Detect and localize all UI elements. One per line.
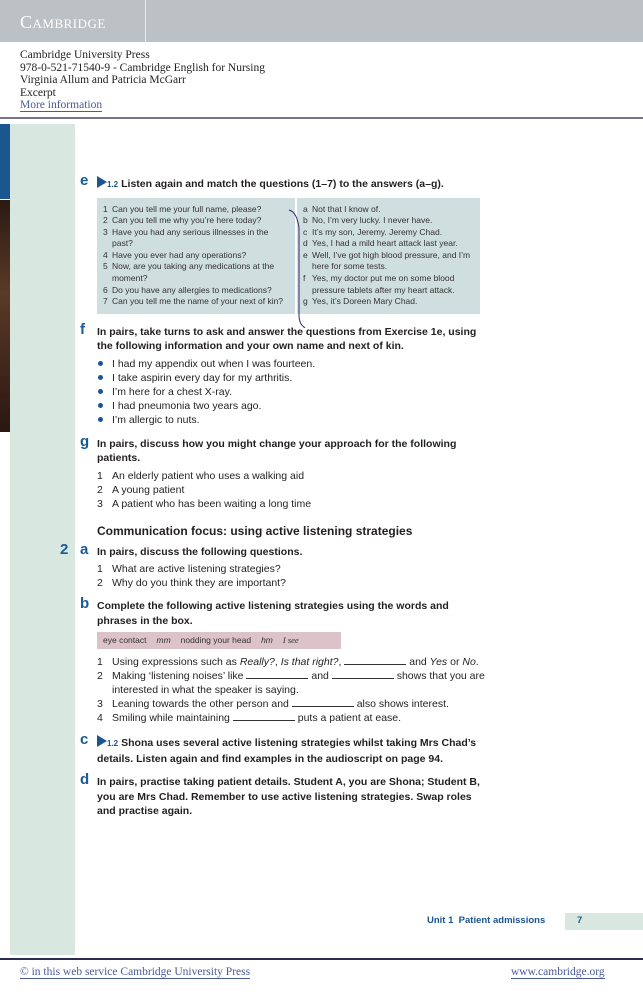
item-number: d — [303, 238, 308, 249]
word: mm — [156, 635, 171, 646]
exercise-2d — [58, 771, 488, 819]
margin-blue-bar — [0, 124, 10, 199]
page-number: 7 — [565, 913, 643, 930]
item-text: A patient who has been waiting a long time — [112, 497, 312, 510]
blank-field — [292, 706, 354, 707]
answer-item — [303, 250, 474, 273]
item-number: e — [303, 249, 308, 260]
item-number: 3 — [97, 497, 103, 510]
answers-column — [297, 198, 480, 314]
excerpt-label: Excerpt — [20, 86, 56, 99]
list-item: 2 Making ‘listening noises’ like and shows that you are interested in what the speaker is saying. — [97, 670, 485, 697]
item-text: Well, I’ve got high blood pressure, and I’m here for some tests. — [312, 249, 471, 272]
copyright-link[interactable]: © in this web service Cambridge University Press — [20, 966, 251, 978]
exercise-e-heading: 1.2 Listen again and match the questions (1–7) to the answers (a–g). — [97, 176, 488, 193]
exercise-f-heading: In pairs, take turns to ask and answer the questions from Exercise 1e, using the following information and your own name and next of kin. — [97, 325, 477, 353]
authors: Virginia Allum and Patricia McGarr — [20, 74, 186, 86]
exercise-2a — [58, 540, 488, 591]
isbn-title: 978-0-521-71540-9 - Cambridge English for Nursing — [20, 61, 265, 74]
section-heading: Communication focus: using active listening strategies — [97, 523, 413, 538]
answer-item — [303, 273, 474, 296]
bullet-item: I take aspirin every day for my arthritis. — [97, 371, 488, 385]
item-text: No, I’m very lucky. I never have. — [312, 215, 433, 226]
blank-field — [246, 678, 308, 679]
exercise-f-bullets — [97, 357, 488, 427]
exercise-2c — [58, 731, 488, 766]
matching-line — [287, 208, 307, 328]
more-information-link[interactable]: More information — [20, 99, 103, 111]
exercise-g-label: g — [80, 432, 90, 450]
item-text: What are active listening strategies? — [112, 563, 281, 576]
word: hm — [261, 635, 273, 646]
item-number: 1 — [97, 469, 103, 482]
exercise-2d-heading: In pairs, practise taking patient details. Student A, you are Shona; Student B, you are Mrs Chad. Remember to use active listening strategies. Swap roles and practise again. — [97, 776, 480, 818]
item-number: 6 — [103, 284, 108, 295]
question-item — [103, 215, 289, 227]
item-number: c — [303, 226, 308, 237]
list-item — [97, 483, 488, 497]
word: I see — [282, 635, 299, 646]
exercise-2b-heading: Complete the following active listening strategies using the words and phrases in the box. — [97, 600, 449, 627]
item-text: Can you tell me your full name, please? — [112, 203, 262, 214]
audio-play-icon — [97, 176, 107, 188]
list-item: 1 Using expressions such as Really?, Is that right?, and Yes or No. — [97, 656, 479, 669]
exercise-2b-list — [97, 655, 488, 725]
item-text: Can you tell me why you’re here today? — [112, 215, 262, 226]
question-item — [103, 261, 289, 284]
exercise-e — [58, 172, 488, 314]
answer-item — [303, 204, 474, 216]
bullet-item: I had my appendix out when I was fourteen. — [97, 357, 488, 371]
item-number: f — [303, 273, 306, 284]
list-item — [97, 469, 488, 483]
item-text: Do you have any allergies to medications? — [112, 284, 272, 295]
item-number: 3 — [103, 226, 108, 237]
item-text: Yes, my doctor put me on some blood pressure tablets after my heart attack. — [312, 273, 455, 295]
word: eye contact — [103, 635, 147, 646]
exercise-2-number: 2 — [60, 540, 69, 558]
item-text: Can you tell me the name of your next of kin? — [112, 296, 284, 307]
main-content — [58, 172, 488, 819]
matching-box — [97, 198, 480, 314]
question-item — [103, 296, 289, 308]
item-number: b — [303, 215, 308, 226]
exercise-2a-list — [97, 562, 488, 590]
exercise-e-label: e — [80, 172, 89, 189]
item-text: Have you had any serious illnesses in the past? — [112, 226, 269, 249]
audio-play-icon — [97, 735, 107, 747]
publisher: Cambridge University Press — [20, 49, 150, 61]
item-number: 1 — [103, 203, 108, 214]
exercise-2d-label: d — [80, 771, 90, 789]
blank-field — [233, 720, 295, 721]
item-number: 4 — [103, 249, 108, 260]
bullet-item: I’m allergic to nuts. — [97, 413, 488, 427]
divider — [0, 117, 643, 119]
unit-title: Unit 1 Patient admissions — [427, 915, 546, 926]
item-number: 2 — [97, 577, 103, 590]
answer-item — [303, 238, 474, 250]
item-text: Why do you think they are important? — [112, 577, 286, 590]
answer-item — [303, 227, 474, 239]
answer-item — [303, 296, 474, 308]
website-link[interactable]: www.cambridge.org — [511, 966, 605, 978]
item-number: 7 — [103, 296, 108, 307]
item-text: Now, are you taking any medications at the moment? — [112, 261, 275, 284]
item-number: a — [303, 203, 308, 214]
word-box — [97, 632, 341, 649]
blank-field — [344, 664, 406, 665]
question-item — [103, 227, 289, 250]
item-number: 5 — [103, 261, 108, 272]
questions-column — [97, 198, 297, 314]
item-text: A young patient — [112, 483, 185, 496]
item-number: 2 — [103, 215, 108, 226]
margin-photo — [0, 200, 10, 432]
exercise-2a-label: a — [80, 540, 89, 558]
exercise-2c-label: c — [80, 731, 89, 749]
exercise-2b — [58, 595, 488, 725]
list-item: 3 Leaning towards the other person and also shows interest. — [97, 698, 449, 711]
list-item — [97, 497, 488, 511]
item-text: Not that I know of. — [312, 203, 381, 214]
exercise-2a-heading: In pairs, discuss the following questions. — [97, 545, 303, 558]
question-item — [103, 285, 289, 297]
question-item — [103, 204, 289, 216]
exercise-f — [58, 320, 488, 427]
exercise-2b-label: b — [80, 595, 90, 613]
section — [58, 523, 488, 539]
bullet-item: I had pneumonia two years ago. — [97, 399, 488, 413]
item-text: Have you ever had any operations? — [112, 249, 247, 260]
exercise-g-heading: In pairs, discuss how you might change your approach for the following patients. — [97, 437, 457, 465]
question-item — [103, 250, 289, 262]
exercise-2c-heading: 1.2 Shona uses several active listening strategies whilst taking Mrs Chad’s details. Listen again and find examples in the audioscript on page 94. — [97, 737, 477, 765]
list-item — [97, 576, 488, 590]
item-text: Yes, I had a mild heart attack last year. — [312, 238, 458, 249]
header-divider — [145, 0, 146, 42]
word: nodding your head — [180, 635, 252, 646]
item-number: 1 — [97, 563, 103, 576]
blank-field — [332, 678, 394, 679]
item-text: It’s my son, Jeremy. Jeremy Chad. — [312, 226, 443, 237]
answer-item — [303, 215, 474, 227]
item-text: An elderly patient who uses a walking aid — [112, 469, 305, 482]
exercise-f-label: f — [80, 320, 85, 338]
footer-divider — [0, 958, 643, 960]
list-item — [97, 562, 488, 576]
bullet-item: I’m here for a chest X-ray. — [97, 385, 488, 399]
item-number: g — [303, 296, 308, 307]
exercise-g-list — [97, 469, 488, 511]
cambridge-logo: Cambridge — [20, 12, 106, 32]
item-number: 2 — [97, 483, 103, 496]
list-item: 4 Smiling while maintaining puts a patient at ease. — [97, 712, 402, 725]
exercise-g — [58, 432, 488, 511]
item-text: Yes, it’s Doreen Mary Chad. — [312, 296, 418, 307]
book-info — [20, 49, 265, 112]
